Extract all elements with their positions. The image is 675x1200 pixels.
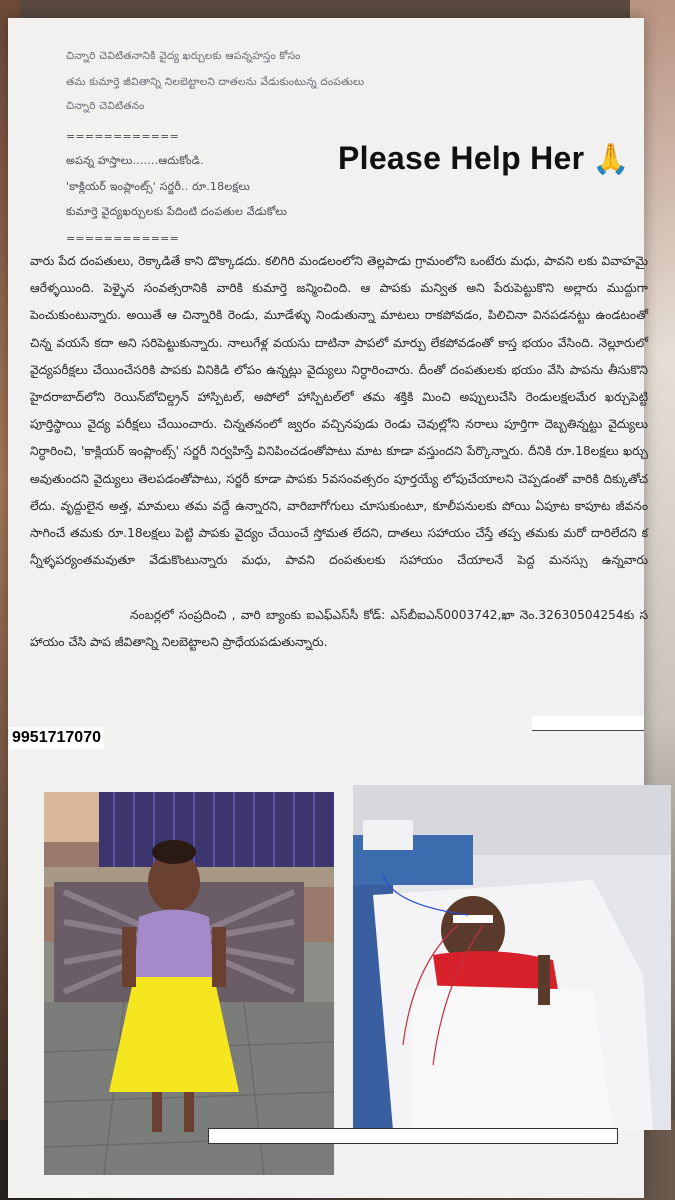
redaction-bar [208,1128,618,1144]
phone-number: 9951717070 [9,727,104,749]
separator-2: ============ [66,232,180,245]
folded-hands-icon: 🙏 [592,143,631,176]
redaction-box [532,716,644,731]
header-line-6: కుమార్తె వైద్యఖర్చులకు పేదింటి దంపతుల వేడుకోలు [66,205,287,218]
letter-body [30,248,648,656]
header-line-4: అపన్న హస్తాలు.......ఆదుకోండి. [66,154,204,167]
letter-body-text: వారు పేద దంపతులు, రెక్కాడితే కాని డొక్కాడదు. కలిగిరి మండలంలోని తెల్లపాడు గ్రామంలోని ఒంటేరు మధు, పావని లకు వివాహమై ఆరేళ్ళయింది. పెళ్ళైన సంవత్సరానికి వారికి కుమార్తె జన్మించింది. ఆ పాపకు మన్విత అని పేరుపెట్టుకొని అల్లారు ముద్దుగా పెంచుకుంటున్నారు. అయితే ఆ చిన్నారికి రెండు, మూడేళ్ళు నిండుతున్నా మాటలు రాకపోవడం, పిలిచినా వినపడనట్టు ఉండటంతో చిన్న వయసే కదా అని సరిపెట్టుకున్నారు. నాలుగేళ్ల వయసు దాటినా పాపలో మార్పు లేకపోవడంతో కాస్త భయం వేసింది. నెల్లూరులో వైద్యపరీక్షలు చేయించేసరికి పాపకు వినికిడి లోపం ఉన్నట్లు వైద్యులు నిర్ధారించారు. దీంతో దంపతులకు భయం వేసి పాపను తీసుకొని హైదరాబాద్‌లోని రెయిన్‌బోచిల్డ్రన్ హాస్పిటల్, అపోలో హాస్పిటల్‌లో తమ శక్తికి మించి అప్పులుచేసి రెండులక్షలమేర ఖర్చుపెట్టి పూర్తిస్థాయి వైద్య పరీక్షలు చేయించారు. చిన్నతనంలో జ్వరం వచ్చినపుడు రెండు చెవుల్లోని నరాలు పూర్తిగా దెబ్బతిన్నట్టు వైద్యులు నిర్ధారించి, 'కాక్లియర్ ఇంప్లాంట్స్' సర్జరీ నిర్వహిస్తే వినిపించడంతోపాటు మాట కూడా వస్తుందని పేర్కొన్నారు. దీనికి రూ.18లక్షలు ఖర్చు అవుతుందని వైద్యులు తెలపడంతోపాటు, సర్జరీ కూడా పాపకు 5వసంవత్సరం పూర్తయ్యే లోపుచేయాలని చెప్పడంతో వారికి దిక్కుతోచలేదు. వృద్దులైన అత్త, మామలు తమ వద్దే ఉన్నారని, వారిబాగోగులు చూసుకుంటూ, కూలీపనులకు పోయి ఏపూట కాపూట జీవనం సాగించే తమకు రూ.18లక్షలు పెట్టి పాపకు వైద్యం చేయించే స్తోమత లేదని, దాతలు సహాయం చేస్తే తప్ప తమకు మరో దారిలేదని కన్నీళ్ళపర్యంతమవుతూ వేడుకొంటున్నారు మధు, పావని దంపతులకు సహాయం చేయాలనే పెద్ద మనస్సు ఉన్నవారు [30,254,648,568]
separator-1: ============ [66,130,180,143]
child-hospital-image [353,785,671,1130]
please-help-title [338,140,630,177]
header-line-3: చిన్నారి చెవిటితనం [66,100,145,112]
header-line-1: చిన్నారి చెవిటితనానికి వైద్య ఖర్చులకు ఆపన్నహస్తం కోసం [66,50,301,62]
header-line-2: తమ కుమార్తె జీవితాన్ని నిలబెట్టాలని దాతలను వేడుకుంటున్న దంపతులు [66,76,365,88]
child-hospital-photo [353,785,671,1130]
header-line-5: 'కాక్లియర్ ఇంప్లాంట్స్' సర్జరీ.. రూ.18లక్షలు [66,180,251,193]
please-help-text: Please Help Her [338,140,585,176]
girl-photo [44,792,334,1175]
girl-photo-image [44,792,334,1175]
letter-body-tail: నంబర్లలో సంప్రదించి , వారి బ్యాంకు ఐఎఫ్ఎస్‌సీ కోడ్: ఎస్‌బీఐఎన్0003742,ఖా నెం.32630504254కు సహాయం చేసి పాప జీవితాన్ని నిలబెట్టాలని ప్రాధేయపడుతున్నారు. [30,607,648,649]
